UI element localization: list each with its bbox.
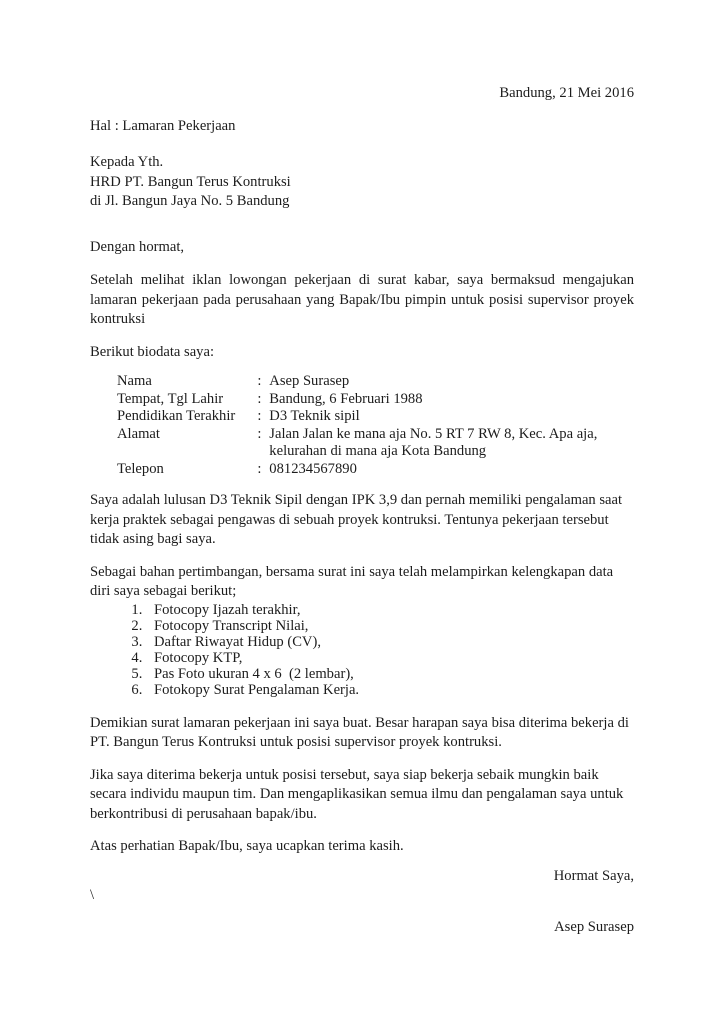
list-item: 2. Fotocopy Transcript Nilai,	[146, 618, 634, 634]
thanks-line: Atas perhatian Bapak/Ibu, saya ucapkan terima kasih.	[90, 838, 404, 854]
table-row	[117, 426, 634, 461]
closing-paragraph-2: Jika saya diterima bekerja untuk posisi tersebut, saya siap bekerja sebaik mungkin baik secara individu maupun tim. Dan mengaplikasikan semua ilmu dan pengalaman saya untuk berkontribusi di perusahaan bapak/ibu.	[90, 766, 624, 822]
signer-name: Asep Surasep	[554, 918, 634, 935]
biodata-separator: :	[257, 408, 262, 424]
stray-backslash-mark: \	[90, 887, 95, 903]
biodata-label-telepon: Telepon	[117, 460, 164, 477]
salutation: Dengan hormat,	[90, 238, 185, 255]
biodata-value-pendidikan: D3 Teknik sipil	[269, 408, 360, 424]
opening-paragraph: Setelah melihat iklan lowongan pekerjaan di surat kabar, saya bermaksud mengajukan lamaran pekerjaan pada perusahaan yang Bapak/Ibu pimpin untuk posisi supervisor proyek kontruksi	[90, 272, 634, 327]
table-row	[117, 408, 634, 426]
signoff-line: Hormat Saya,	[553, 867, 634, 884]
list-item: 1. Fotocopy Ijazah terakhir,	[146, 602, 634, 618]
recipient-address: di Jl. Bangun Jaya No. 5 Bandung	[90, 193, 290, 209]
date-line: Bandung, 21 Mei 2016	[499, 85, 634, 101]
qualification-paragraph: Saya adalah lulusan D3 Teknik Sipil dengan IPK 3,9 dan pernah memiliki pengalaman saat kerja praktek sebagai pengawas di sebuah proyek kontruksi. Tentunya pekerjaan tersebut tidak asing bagi saya.	[90, 492, 623, 547]
biodata-intro: Berikut biodata saya:	[90, 343, 215, 360]
biodata-value-alamat: Jalan Jalan ke mana aja No. 5 RT 7 RW 8, Kec. Apa aja, kelurahan di mana aja Kota Bandung	[269, 425, 598, 459]
biodata-label-pendidikan: Pendidikan Terakhir	[117, 408, 236, 424]
biodata-separator: :	[257, 373, 262, 389]
recipient-company: HRD PT. Bangun Terus Kontruksi	[90, 173, 291, 190]
recipient-salutation: Kepada Yth.	[90, 154, 164, 170]
table-row	[117, 391, 634, 409]
list-item: 4. Fotocopy KTP,	[146, 650, 634, 666]
biodata-value-nama: Asep Surasep	[269, 373, 350, 389]
biodata-separator: :	[257, 425, 262, 442]
biodata-label-alamat: Alamat	[117, 425, 160, 442]
list-item: 6. Fotokopy Surat Pengalaman Kerja.	[146, 682, 634, 698]
table-row	[117, 373, 634, 391]
biodata-separator: :	[257, 390, 262, 407]
list-item: 3. Daftar Riwayat Hidup (CV),	[146, 634, 634, 650]
table-row	[117, 461, 634, 479]
biodata-label-nama: Nama	[117, 373, 152, 389]
recipient-block	[90, 153, 634, 212]
biodata-value-tgl-lahir: Bandung, 6 Februari 1988	[269, 390, 423, 407]
attachments-list	[90, 602, 634, 698]
closing-paragraph-1: Demikian surat lamaran pekerjaan ini saya buat. Besar harapan saya bisa diterima bekerja di PT. Bangun Terus Kontruksi untuk posisi supervisor proyek kontruksi.	[90, 714, 629, 750]
attachments-intro: Sebagai bahan pertimbangan, bersama surat ini saya telah melampirkan kelengkapan data diri saya sebagai berikut;	[90, 563, 614, 599]
biodata-value-telepon: 081234567890	[269, 460, 357, 477]
subject-line: Hal : Lamaran Pekerjaan	[90, 117, 236, 134]
list-item: 5. Pas Foto ukuran 4 x 6 (2 lembar),	[146, 666, 634, 682]
biodata-separator: :	[257, 460, 262, 477]
biodata-table	[117, 373, 634, 478]
biodata-label-tgl-lahir: Tempat, Tgl Lahir	[117, 390, 224, 407]
